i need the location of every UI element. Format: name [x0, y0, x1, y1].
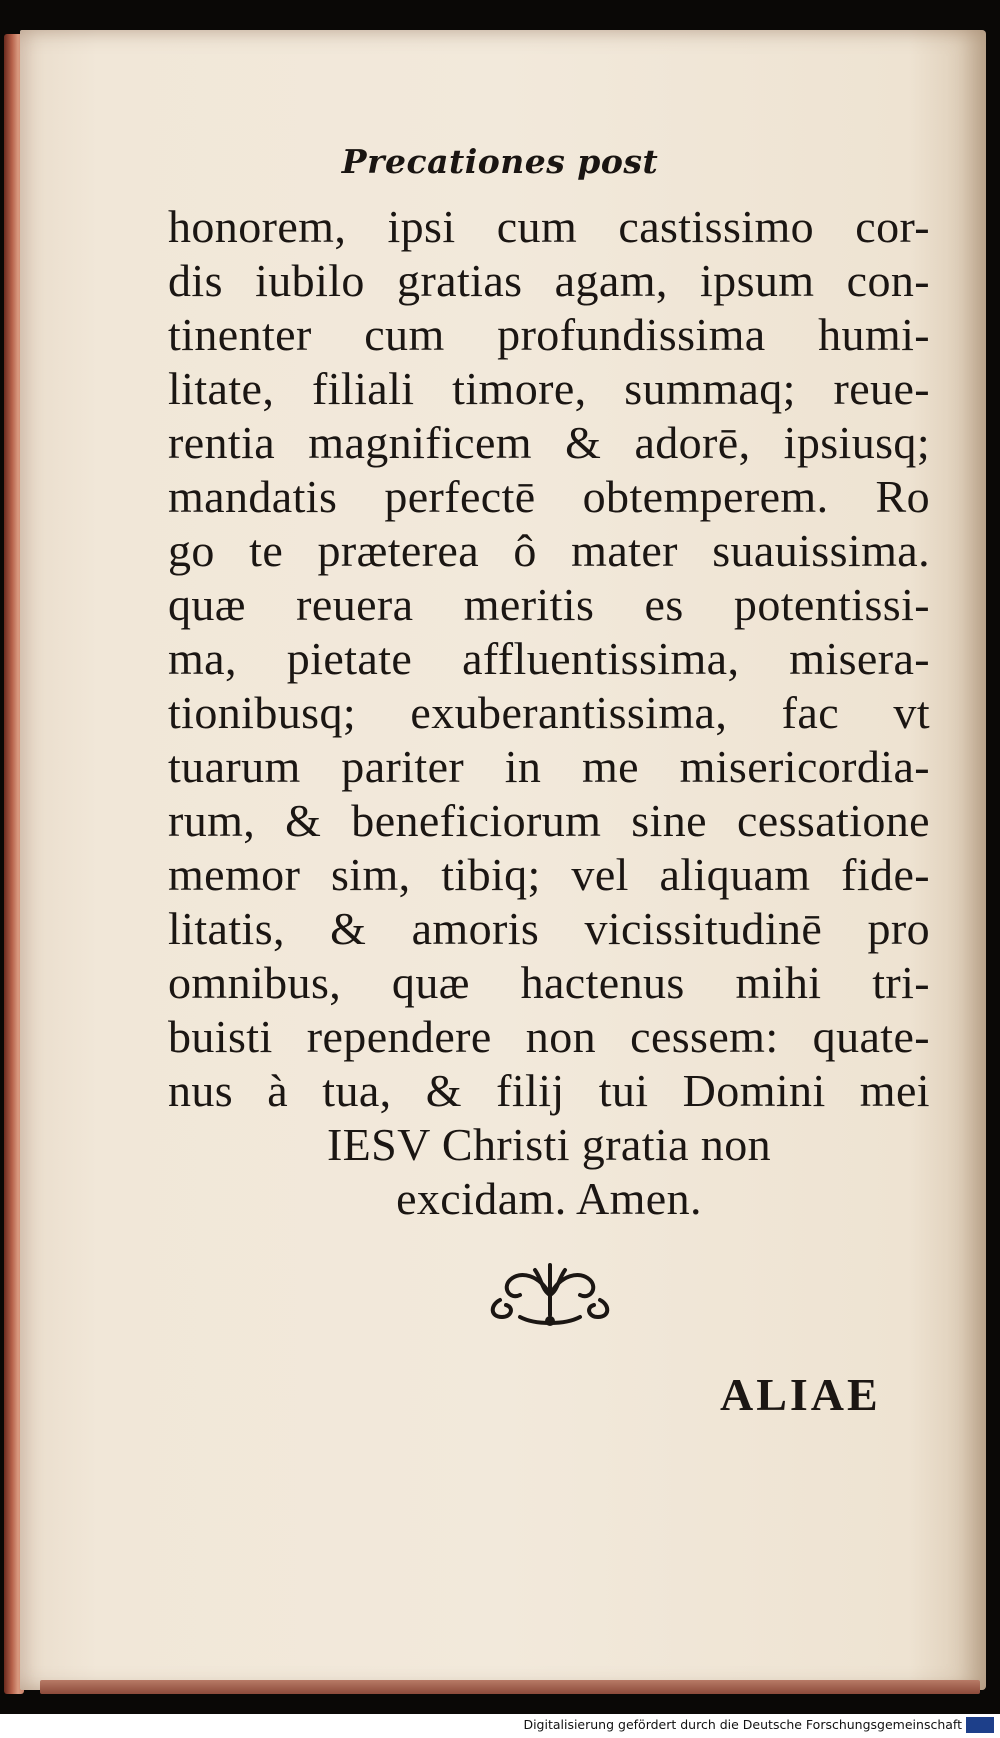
text-line: honorem, ipsi cum castissimo cor-	[168, 201, 930, 252]
funding-credit: Digitalisierung gefördert durch die Deutsche Forschungsgemeinschaft	[523, 1717, 962, 1732]
text-line: rum, & beneficiorum sine cessatione	[168, 795, 930, 846]
text-line: tinenter cum profundissima humi-	[168, 309, 930, 360]
closing-line: IESV Christi gratia non	[326, 1119, 772, 1170]
text-line: memor sim, tibiq; vel aliquam fide-	[168, 849, 930, 900]
text-line: omnibus, quæ hactenus mihi tri-	[168, 957, 930, 1008]
text-line: litate, filiali timore, summaq; reue-	[168, 363, 930, 414]
body-text	[168, 200, 930, 1226]
text-line: rentia magnificem & adorē, ipsiusq;	[168, 417, 930, 468]
text-line: mandatis perfectē obtemperem. Ro	[168, 471, 930, 522]
text-line: go te præterea ô mater suauissima.	[168, 525, 930, 576]
text-line: litatis, & amoris vicissitudinē pro	[168, 903, 930, 954]
floral-fleuron-icon	[480, 1255, 620, 1335]
closing-line: excidam. Amen.	[396, 1173, 702, 1224]
text-line: dis iubilo gratias agam, ipsum con-	[168, 255, 930, 306]
text-line: nus à tua, & filij tui Domini mei	[168, 1065, 930, 1116]
catchword: ALIAE	[720, 1369, 881, 1420]
running-head: Precationes post	[341, 142, 659, 181]
text-line: ma, pietate affluentissima, misera-	[168, 633, 930, 684]
text-line: tionibusq; exuberantissima, fac vt	[168, 687, 930, 738]
dfg-logo	[966, 1717, 994, 1733]
page-bottom-edge	[40, 1680, 980, 1694]
text-line: tuarum pariter in me misericordia-	[168, 741, 930, 792]
text-line: buisti rependere non cessem: quate-	[168, 1011, 930, 1062]
text-line: quæ reuera meritis es potentissi-	[168, 579, 930, 630]
